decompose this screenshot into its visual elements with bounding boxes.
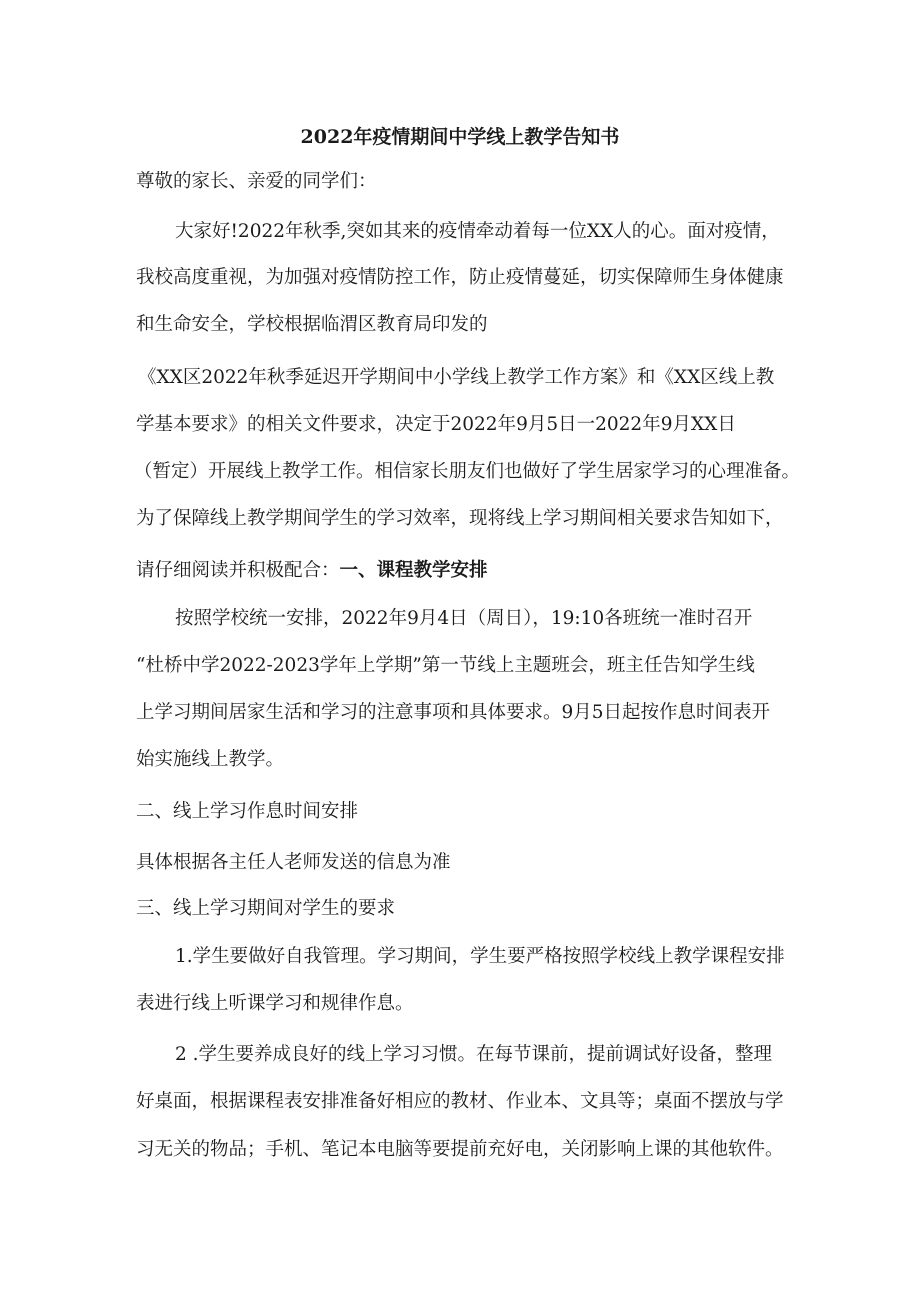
intro-line-6: （暂定）开展线上教学工作。相信家长朋友们也做好了学生居家学习的心理准备。	[134, 461, 801, 482]
section-1-heading: 一、课程教学安排	[339, 560, 488, 581]
section-1-line-2: “杜桥中学2022-2023学年上学期”第一节线上主题班会，班主任告知学生线	[136, 655, 755, 676]
section-3-item-1-line-2: 表进行线上听课学习和规律作息。	[136, 993, 414, 1014]
intro-line-8-text: 请仔细阅读并积极配合：	[136, 560, 340, 581]
intro-line-3: 和生命安全，学校根据临渭区教育局印发的	[136, 314, 488, 335]
intro-line-5: 学基本要求》的相关文件要求，决定于2022年9月5日一2022年9月XX日	[136, 414, 736, 435]
salutation: 尊敬的家长、亲爱的同学们：	[136, 171, 377, 192]
section-3-item-2-line-3: 习无关的物品；手机、笔记本电脑等要提前充好电，关闭影响上课的其他软件。	[136, 1139, 784, 1160]
section-1-line-1: 按照学校统一安排，2022年9月4日（周日），19:10各班统一准时召开	[175, 608, 753, 629]
section-3-item-2-line-2: 好桌面，根据课程表安排准备好相应的教材、作业本、文具等；桌面不摆放与学	[136, 1091, 784, 1112]
section-2-heading: 二、线上学习作息时间安排	[136, 801, 359, 822]
intro-line-1: 大家好!2022年秋季,突如其来的疫情牵动着每一位XX人的心。面对疫情，	[175, 221, 780, 242]
intro-line-8	[136, 559, 488, 583]
section-2-body: 具体根据各主任人老师发送的信息为准	[136, 852, 451, 873]
section-1-line-3: 上学习期间居家生活和学习的注意事项和具体要求。9月5日起按作息时间表开	[136, 702, 771, 723]
section-3-item-2-line-1: 2 .学生要养成良好的线上学习习惯。在每节课前，提前调试好设备，整理	[175, 1044, 773, 1065]
document-title: 2022年疫情期间中学线上教学告知书	[300, 126, 620, 148]
section-1-line-4: 始实施线上教学。	[136, 749, 285, 770]
section-3-item-1-line-1: 1.学生要做好自我管理。学习期间，学生要严格按照学校线上教学课程安排	[175, 946, 785, 967]
intro-line-2: 我校高度重视，为加强对疫情防控工作，防止疫情蔓延，切实保障师生身体健康	[136, 267, 784, 288]
intro-line-4: 《XX区2022年秋季延迟开学期间中小学线上教学工作方案》和《XX区线上教	[138, 367, 775, 388]
section-3-heading: 三、线上学习期间对学生的要求	[136, 898, 396, 919]
intro-line-7: 为了保障线上教学期间学生的学习效率，现将线上学习期间相关要求告知如下，	[136, 508, 784, 529]
